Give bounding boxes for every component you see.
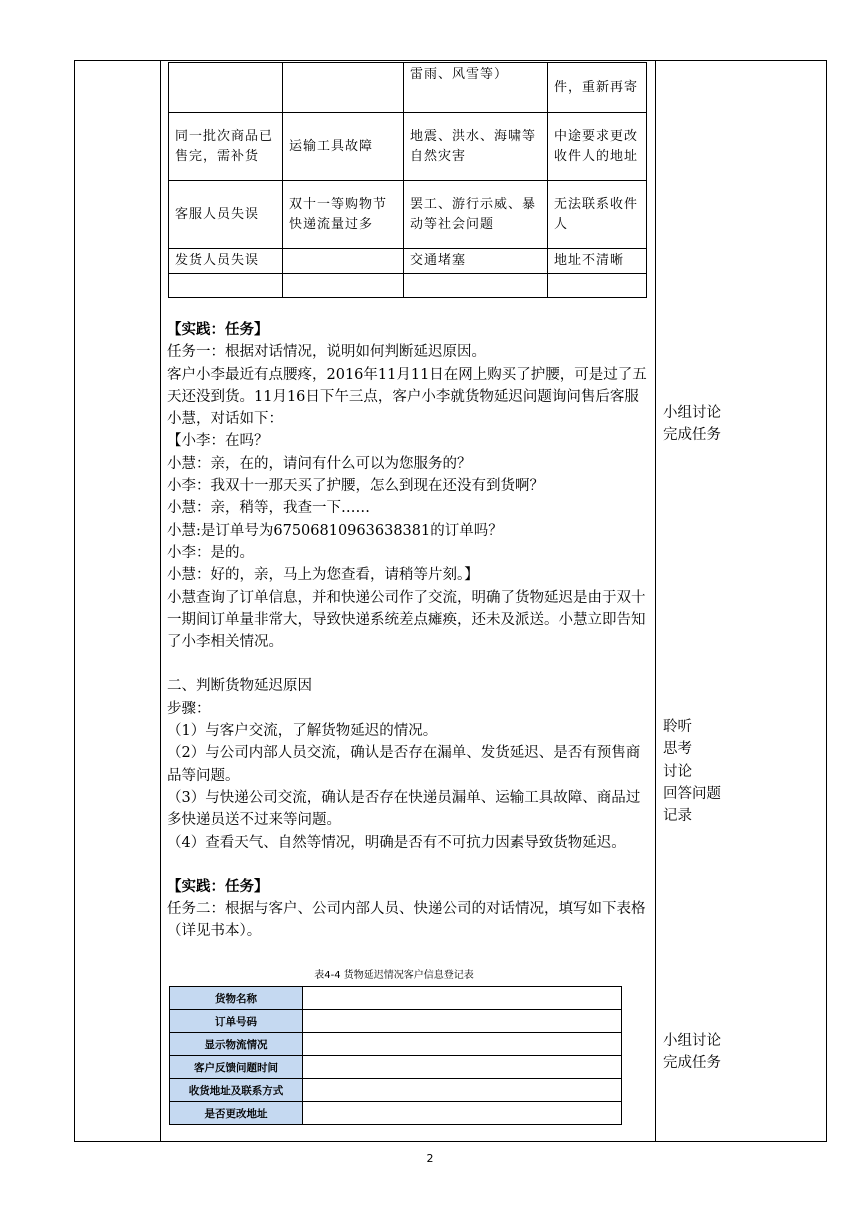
page-number: 2 bbox=[426, 1152, 434, 1165]
table-row bbox=[170, 1010, 622, 1033]
form-value-cell[interactable] bbox=[303, 987, 622, 1010]
form-label: 显示物流情况 bbox=[170, 1033, 303, 1056]
step-item: （1）与客户交流，了解货物延迟的情况。 bbox=[167, 723, 438, 740]
dialog-line: 小李：是的。 bbox=[167, 544, 254, 561]
note-line: 聆听 bbox=[663, 719, 692, 735]
table-cell bbox=[283, 249, 404, 274]
table-cell: 交通堵塞 bbox=[404, 249, 548, 274]
table-cell bbox=[548, 274, 647, 298]
form-label: 收货地址及联系方式 bbox=[170, 1079, 303, 1102]
form-value-cell[interactable] bbox=[303, 1010, 622, 1033]
section-heading: 【实践：任务】 bbox=[167, 322, 269, 338]
table-cell: 罢工、游行示威、暴动等社会问题 bbox=[404, 181, 548, 249]
column-divider bbox=[160, 61, 161, 1141]
table-cell: 发货人员失误 bbox=[169, 249, 283, 274]
activity-note bbox=[663, 716, 721, 827]
form-value-cell[interactable] bbox=[303, 1033, 622, 1056]
note-line: 思考 bbox=[663, 741, 692, 758]
step-item: （4）查看天气、自然等情况，明确是否有不可抗力因素导致货物延迟。 bbox=[167, 834, 626, 851]
form-label: 货物名称 bbox=[170, 987, 303, 1010]
note-line: 记录 bbox=[663, 808, 692, 825]
column-divider bbox=[655, 61, 656, 1141]
dialog-line: 小李：我双十一那天买了护腰，怎么到现在还没有到货啊？ bbox=[167, 478, 544, 495]
table-cell: 雷雨、风雪等） bbox=[404, 63, 548, 113]
section-heading: 【实践：任务】 bbox=[167, 878, 269, 895]
note-line: 小组讨论 bbox=[663, 405, 721, 421]
table-row bbox=[170, 987, 622, 1010]
note-line: 完成任务 bbox=[663, 1055, 721, 1072]
form-value-cell[interactable] bbox=[303, 1079, 622, 1102]
dialog-line: 小慧：好的，亲，马上为您查看，请稍等片刻。】 bbox=[167, 567, 479, 584]
table-cell bbox=[283, 63, 404, 113]
table-cell: 件，重新再寄 bbox=[548, 63, 647, 113]
table-caption: 表4-4 货物延迟情况客户信息登记表 bbox=[314, 970, 474, 981]
dialog-line: 【小李：在吗？ bbox=[167, 433, 269, 450]
dialog-line: 小慧：亲，稍等，我查一下…… bbox=[167, 500, 370, 517]
table-cell bbox=[404, 274, 548, 298]
steps-label: 步骤： bbox=[167, 700, 211, 717]
table-cell: 地震、洪水、海啸等自然灾害 bbox=[404, 113, 548, 181]
conclusion-paragraph: 小慧查询了订单信息，并和快递公司作了交流，明确了货物延迟是由于双十一期间订单量非常大，导致快递系统差点瘫痪，还未及派送。小慧立即告知了小李相关情况。 bbox=[167, 589, 646, 651]
form-value-cell[interactable] bbox=[303, 1102, 622, 1125]
table-row bbox=[170, 1056, 622, 1079]
table-row bbox=[169, 249, 647, 274]
table-cell: 双十一等购物节快递流量过多 bbox=[283, 181, 404, 249]
activity-note bbox=[663, 1030, 721, 1075]
lesson-content bbox=[167, 319, 652, 943]
table-cell bbox=[283, 274, 404, 298]
table-cell: 客服人员失误 bbox=[169, 181, 283, 249]
table-cell: 地址不清晰 bbox=[548, 249, 647, 274]
table-row bbox=[169, 274, 647, 298]
scenario-paragraph: 客户小李最近有点腰疼，2016年11月11日在网上购买了护腰，可是过了五天还没到货。11月16日下午三点，客户小李就货物延迟问题询问售后客服小慧，对话如下： bbox=[167, 366, 647, 428]
customer-info-form-table bbox=[169, 986, 622, 1125]
activity-note bbox=[663, 402, 721, 447]
table-cell: 同一批次商品已售完，需补货 bbox=[169, 113, 283, 181]
note-line: 完成任务 bbox=[663, 427, 721, 444]
table-row bbox=[169, 63, 647, 113]
table-row bbox=[170, 1079, 622, 1102]
table-cell: 无法联系收件人 bbox=[548, 181, 647, 249]
table-row bbox=[169, 113, 647, 181]
note-line: 小组讨论 bbox=[663, 1033, 721, 1049]
note-line: 讨论 bbox=[663, 763, 692, 780]
table-row bbox=[169, 181, 647, 249]
form-label: 订单号码 bbox=[170, 1010, 303, 1033]
step-item: （2）与公司内部人员交流，确认是否存在漏单、发货延迟、是否有预售商品等问题。 bbox=[167, 745, 641, 784]
table-cell bbox=[169, 274, 283, 298]
form-label: 客户反馈问题时间 bbox=[170, 1056, 303, 1079]
section-title: 二、判断货物延迟原因 bbox=[167, 678, 312, 695]
note-line: 回答问题 bbox=[663, 785, 721, 802]
form-value-cell[interactable] bbox=[303, 1056, 622, 1079]
step-item: （3）与快递公司交流，确认是否存在快递员漏单、运输工具故障、商品过多快递员送不过来等问题。 bbox=[167, 789, 641, 829]
task-text: 任务二：根据与客户、公司内部人员、快递公司的对话情况，填写如下表格（详见书本）。 bbox=[167, 901, 646, 940]
task-text: 任务一：根据对话情况，说明如何判断延迟原因。 bbox=[167, 344, 486, 361]
dialog-line: 小慧:是订单号为67506810963638381的订单吗？ bbox=[167, 522, 503, 539]
table-row bbox=[170, 1033, 622, 1056]
table-row bbox=[170, 1102, 622, 1125]
table-cell: 运输工具故障 bbox=[283, 113, 404, 181]
form-label: 是否更改地址 bbox=[170, 1102, 303, 1125]
table-cell bbox=[169, 63, 283, 113]
table-cell: 中途要求更改收件人的地址 bbox=[548, 113, 647, 181]
delay-cause-table bbox=[168, 62, 647, 298]
dialog-line: 小慧：亲，在的，请问有什么可以为您服务的？ bbox=[167, 455, 472, 472]
